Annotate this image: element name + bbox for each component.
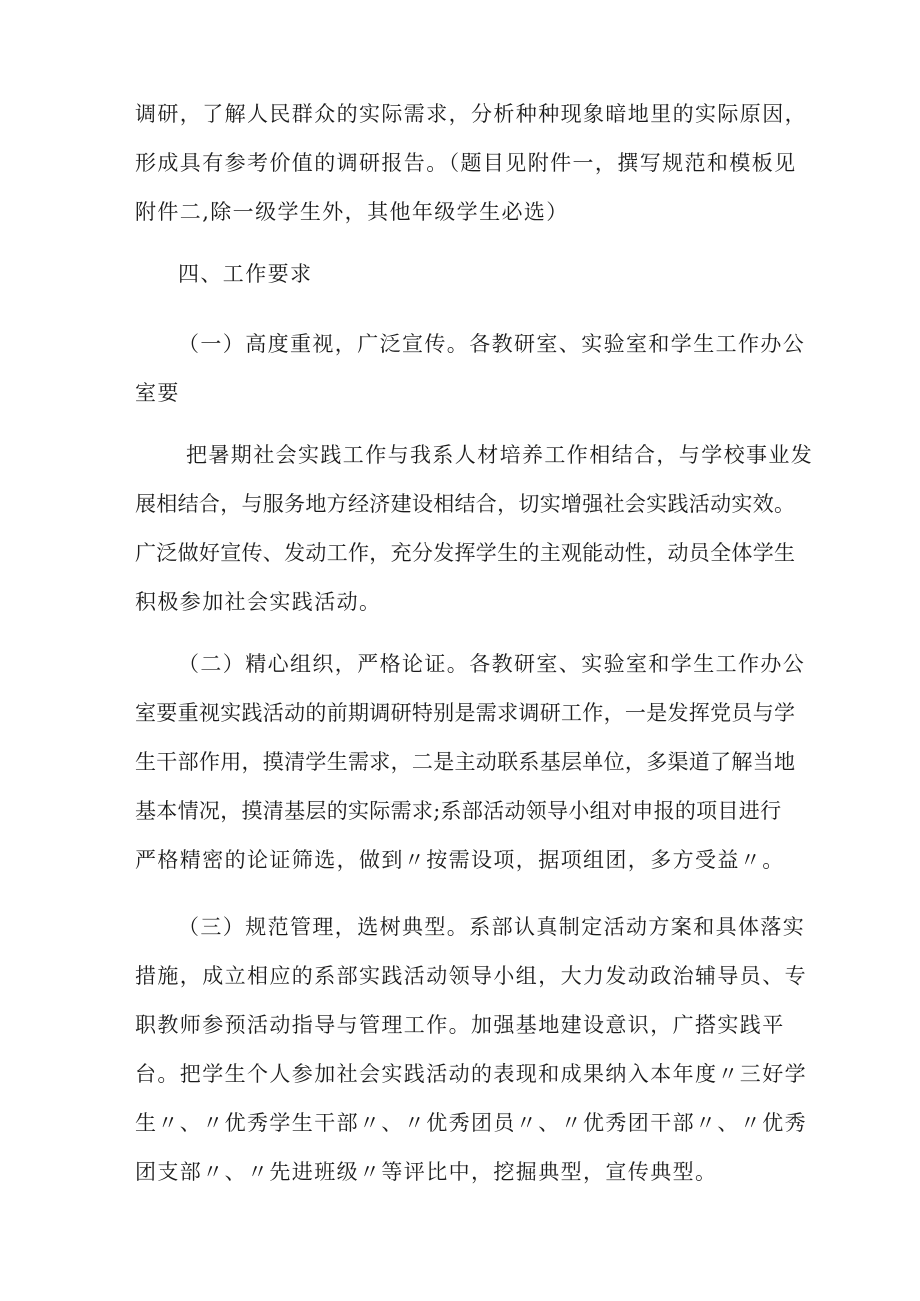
text-line: 职教师参预活动指导与管理工作。加强基地建设意识，广搭实践平 — [135, 1013, 785, 1037]
text-line: 生干部作用，摸清学生需求，二是主动联系基层单位，多渠道了解当地 — [135, 750, 796, 774]
text-line: 严格精密的论证筛选，做到〃按需设项，据项组团，多方受益〃。 — [135, 848, 785, 872]
text-line: 形成具有参考价值的调研报告。（题目见附件一，撰写规范和模板见 — [135, 151, 797, 175]
text-line: 室要 — [135, 381, 180, 405]
text-line: 基本情况，摸清基层的实际需求;系部活动领导小组对申报的项目进行 — [135, 799, 782, 823]
text-line: 附件二,除一级学生外，其他年级学生必选） — [135, 200, 569, 224]
text-line: 生〃、〃优秀学生干部〃、〃优秀团员〃、〃优秀团干部〃、〃优秀 — [135, 1111, 807, 1135]
text-line: 广泛做好宣传、发动工作，充分发挥学生的主观能动性，动员全体学生 — [135, 541, 796, 565]
text-line: （二）精心组织，严格论证。各教研室、实验室和学生工作办公 — [178, 652, 806, 676]
text-line: 团支部〃、〃先进班级〃等评比中，挖掘典型，宣传典型。 — [135, 1160, 718, 1184]
text-line: （一）高度重视，广泛宣传。各教研室、实验室和学生工作办公 — [178, 332, 806, 356]
text-line: 展相结合，与服务地方经济建设相结合，切实增强社会实践活动实效。 — [135, 492, 796, 516]
text-line: 室要重视实践活动的前期调研特别是需求调研工作，一是发挥党员与学 — [135, 701, 796, 725]
text-line: 措施，成立相应的系部实践活动领导小组，大力发动政治辅导员、专 — [135, 964, 807, 988]
text-line: 积极参加社会实践活动。 — [135, 590, 382, 614]
text-line: 调研，了解人民群众的实际需求，分析种种现象暗地里的实际原因， — [135, 102, 807, 126]
text-line: （三）规范管理，选树典型。系部认真制定活动方案和具体落实 — [178, 915, 806, 939]
heading-text: 四、工作要求 — [178, 262, 313, 286]
text-line: 台。把学生个人参加社会实践活动的表现和成果纳入本年度〃三好学 — [135, 1062, 807, 1086]
text-line: 把暑期社会实践工作与我系人材培养工作相结合，与学校事业发 — [186, 443, 814, 467]
